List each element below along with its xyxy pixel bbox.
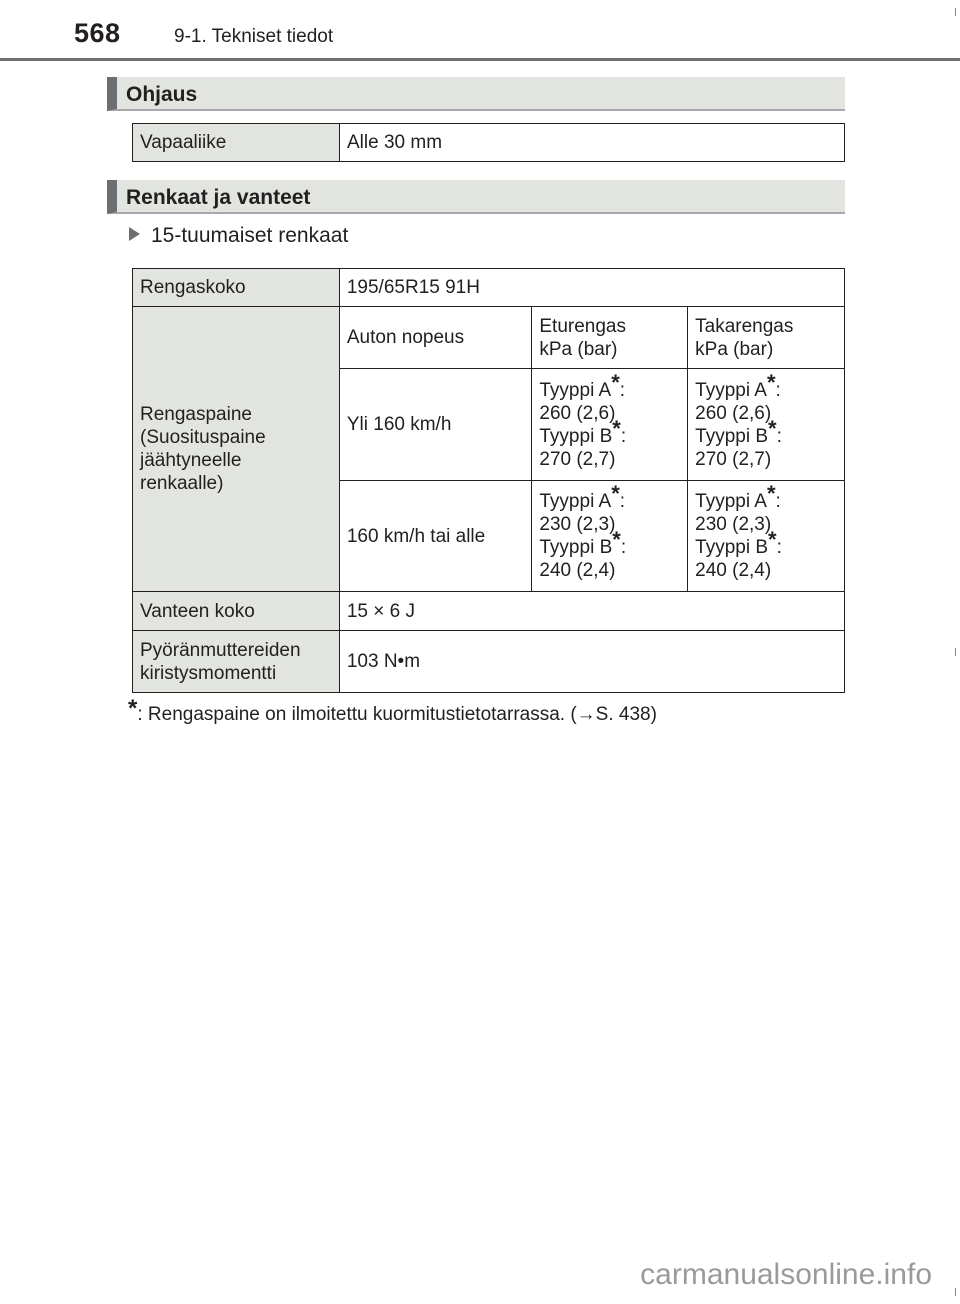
section-heading-text: Renkaat ja vanteet [126,186,311,209]
label-line: Pyöränmuttereiden [140,639,301,661]
table-cell-value: 195/65R15 91H [339,269,844,307]
pressure-cell-rear: Tyyppi A*: 260 (2,6) Tyyppi B*: 270 (2,7) [688,369,845,481]
chapter-title: 9-1. Tekniset tiedot [174,26,334,47]
table-cell-label: Vanteen koko [133,592,340,631]
pressure-cell-front: Tyyppi A*: 260 (2,6) Tyyppi B*: 270 (2,7) [532,369,688,481]
footnote [128,695,657,726]
label-line: jäähtyneelle [140,450,242,471]
pressure-cell-front: Tyyppi A*: 230 (2,3) Tyyppi B*: 240 (2,4) [532,481,688,592]
table-row [133,269,845,307]
pressure-label-cell [133,307,340,592]
subheading-text: 15-tuumaiset renkaat [151,224,349,247]
type-a-label: Tyyppi A [695,379,767,401]
type-b-value: 240 (2,4) [539,560,616,581]
label-line: Rengaspaine [140,404,252,425]
watermark: carmanualsonline.info [640,1258,932,1291]
header-line: Takarengas [695,315,794,337]
header-line: kPa (bar) [695,338,774,360]
header-line: kPa (bar) [539,338,618,360]
type-b-label: Tyyppi B [539,425,613,447]
type-b-label: Tyyppi B [539,537,613,558]
column-header-speed: Auton nopeus [339,307,532,369]
asterisk-marker: * [768,527,777,552]
type-a-label: Tyyppi A [539,379,612,401]
asterisk-marker: * [611,369,620,395]
section-heading-tires [107,180,845,214]
type-a-label: Tyyppi A [695,491,767,512]
asterisk-marker: * [766,481,776,506]
crop-mark [955,8,956,16]
type-a-value: 230 (2,3) [695,514,772,535]
table-cell-value: 103 N•m [339,631,844,693]
page-number: 568 [74,18,121,48]
asterisk-marker: * [766,369,776,395]
type-b-value: 240 (2,4) [695,560,772,581]
type-b-value: 270 (2,7) [695,448,772,470]
speed-cell: Yli 160 km/h [339,369,532,481]
speed-cell: 160 km/h tai alle [339,481,532,592]
asterisk-marker: * [612,527,621,552]
asterisk-marker: * [768,415,777,441]
header-line: Eturengas [539,315,626,337]
type-b-value: 270 (2,7) [539,448,616,470]
crop-mark [955,648,956,656]
section-heading-steering [107,77,845,111]
steering-table [132,123,845,162]
label-line: renkaalle) [140,473,224,494]
type-a-value: 260 (2,6) [539,402,616,424]
table-cell-value: 15 × 6 J [339,592,844,631]
table-cell-label: Rengaskoko [133,269,340,307]
header-rule [0,58,960,61]
asterisk-marker: * [128,695,138,722]
crop-mark [955,1288,956,1296]
table-cell-value: Alle 30 mm [340,124,845,162]
footnote-text: : Rengaspaine on ilmoitettu kuormitustietotarrassa. (→S. 438) [137,704,657,725]
type-b-label: Tyyppi B [695,537,769,558]
table-cell-label [133,631,340,693]
table-row [133,592,845,631]
asterisk-marker: * [612,415,621,441]
label-line: kiristysmomentti [140,662,277,684]
column-header-front [532,307,688,369]
table-cell-label: Vapaaliike [133,124,340,162]
table-row [133,124,845,162]
type-a-value: 230 (2,3) [539,514,616,535]
type-a-label: Tyyppi A [539,491,612,512]
triangle-bullet-icon [129,227,140,241]
subheading [129,224,348,248]
label-line: (Suosituspaine [140,427,266,448]
table-row [133,631,845,693]
table-row [133,307,845,369]
section-heading-text: Ohjaus [126,83,198,106]
tire-table [132,268,845,693]
pressure-cell-rear: Tyyppi A*: 230 (2,3) Tyyppi B*: 240 (2,4) [688,481,845,592]
type-a-value: 260 (2,6) [695,402,772,424]
asterisk-marker: * [611,481,620,506]
column-header-rear [688,307,845,369]
type-b-label: Tyyppi B [695,425,769,447]
